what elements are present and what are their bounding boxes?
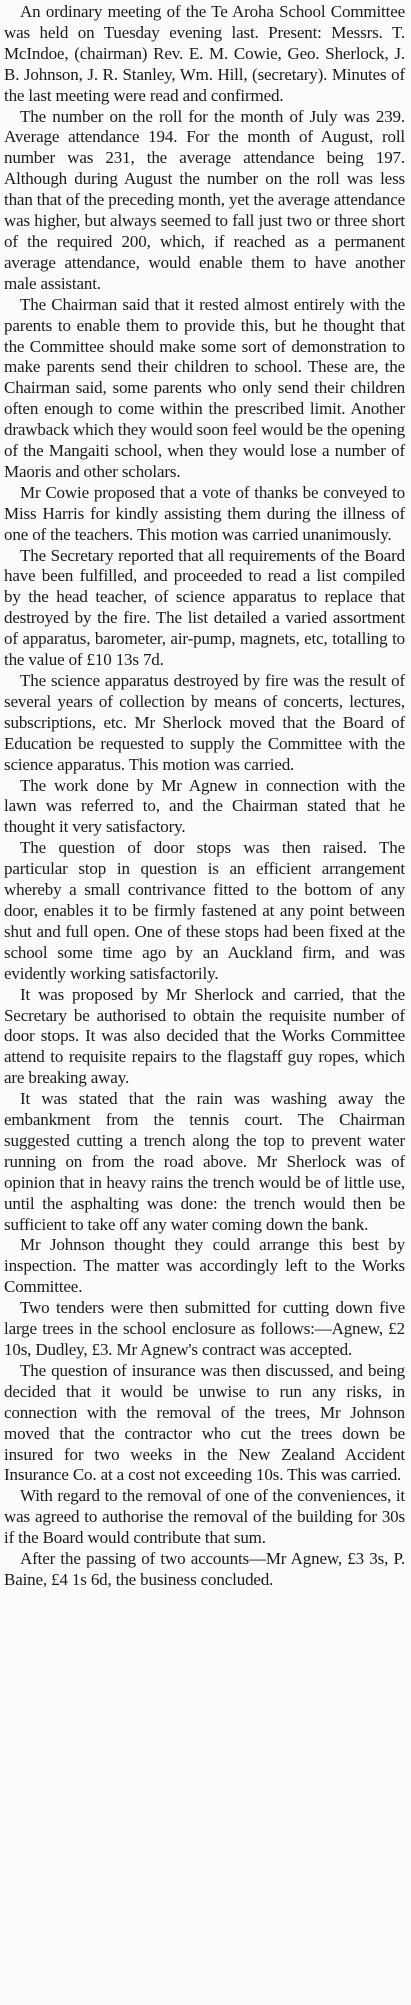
paragraph-roll-attendance: The number on the roll for the month of July was 239. Average attendance 194. For the month of August, roll number was 231, the average attendance being 197. Although during August the number on the roll was less than that of the preceding month, yet the average attendance was higher, but always seemed to fall just two or three short of the required 200, which, if reached as a permanent average attendance, would enable them to have another male assistant. [4,106,405,293]
paragraph-meeting-intro: An ordinary meeting of the Te Aroha School Committee was held on Tuesday evening last. Present: Messrs. T. McIndoe, (chairman) Rev. E. M. Cowie, Geo. Sherlock, J. B. Johnson, J. R. Stanley, Wm. Hill, (secretary). Minutes of the last meeting were read and confirmed. [4,2,405,105]
paragraph-inspection: Mr Johnson thought they could arrange this best by inspection. The matter was accordingly left to the Works Committee. [4,1235,405,1297]
paragraph-science-apparatus: The science apparatus destroyed by fire was the result of several years of collection by means of concerts, lectures, subscriptions, etc. Mr Sherlock moved that the Board of Education be requested to supply the Committee with the science apparatus. This motion was carried. [4,671,405,774]
paragraph-tenders: Two tenders were then submitted for cutting down five large trees in the school enclosure as follows:—Agnew, £2 10s, Dudley, £3. Mr Agnew's contract was accepted. [4,1298,405,1359]
paragraph-lawn-work: The work done by Mr Agnew in connection with the lawn was referred to, and the Chairman stated that he thought it very satisfactory. [4,775,405,837]
paragraph-vote-of-thanks: Mr Cowie proposed that a vote of thanks be conveyed to Miss Harris for kindly assisting them during the illness of one of the teachers. This motion was carried unanimously. [4,482,405,544]
paragraph-chairman-parents: The Chairman said that it rested almost entirely with the parents to enable them to provide this, but he thought that the Committee should make some sort of demonstration to make parents send their children to school. These are, the Chairman said, some parents who only send their children often enough to come within the prescribed limit. Another drawback which they would soon feel would be the opening of the Mangaiti school, when they would lose a number of Maoris and other scholars. [4,294,405,481]
paragraph-conveniences: With regard to the removal of one of the conveniences, it was agreed to authorise the removal of the building for 30s if the Board would contribute that sum. [4,1486,405,1548]
paragraph-works-committee: It was proposed by Mr Sherlock and carried, that the Secretary be authorised to obtain the requisite number of door stops. It was also decided that the Works Committee attend to requisite repairs to the flagstaff guy ropes, which are breaking away. [4,984,405,1088]
paragraph-door-stops: The question of door stops was then raised. The particular stop in question is an efficient arrangement whereby a small contrivance fitted to the bottom of any door, enables it to be firmly fastened at any point between shut and full open. One of these stops had been fixed at the school some time ago by an Auckland firm, and was evidently working satisfactorily. [4,838,405,983]
paragraph-secretary-report: The Secretary reported that all requirements of the Board have been fulfilled, and proceeded to read a list compiled by the head teacher, of science apparatus to replace that destroyed by the fire. The list detailed a varied assortment of apparatus, barometer, air-pump, magnets, etc, totalling to the value of £10 13s 7d. [4,545,405,670]
paragraph-accounts: After the passing of two accounts—Mr Agnew, £3 3s, P. Baine, £4 1s 6d, the business concluded. [4,1549,405,1589]
paragraph-tennis-court: It was stated that the rain was washing away the embankment from the tennis court. The Chairman suggested cutting a trench along the top to prevent water running on from the road above. Mr Sherlock was of opinion that in heavy rains the trench would be of little use, until the asphalting was done: the trench would then be sufficient to take off any water coming down the bank. [4,1089,405,1234]
paragraph-insurance: The question of insurance was then discussed, and being decided that it would be unwise to run any risks, in connection with the removal of the trees, Mr Johnson moved that the contractor who cut the trees down be insured for two weeks in the New Zealand Accident Insurance Co. at a cost not exceeding 10s. This was carried. [4,1360,405,1485]
